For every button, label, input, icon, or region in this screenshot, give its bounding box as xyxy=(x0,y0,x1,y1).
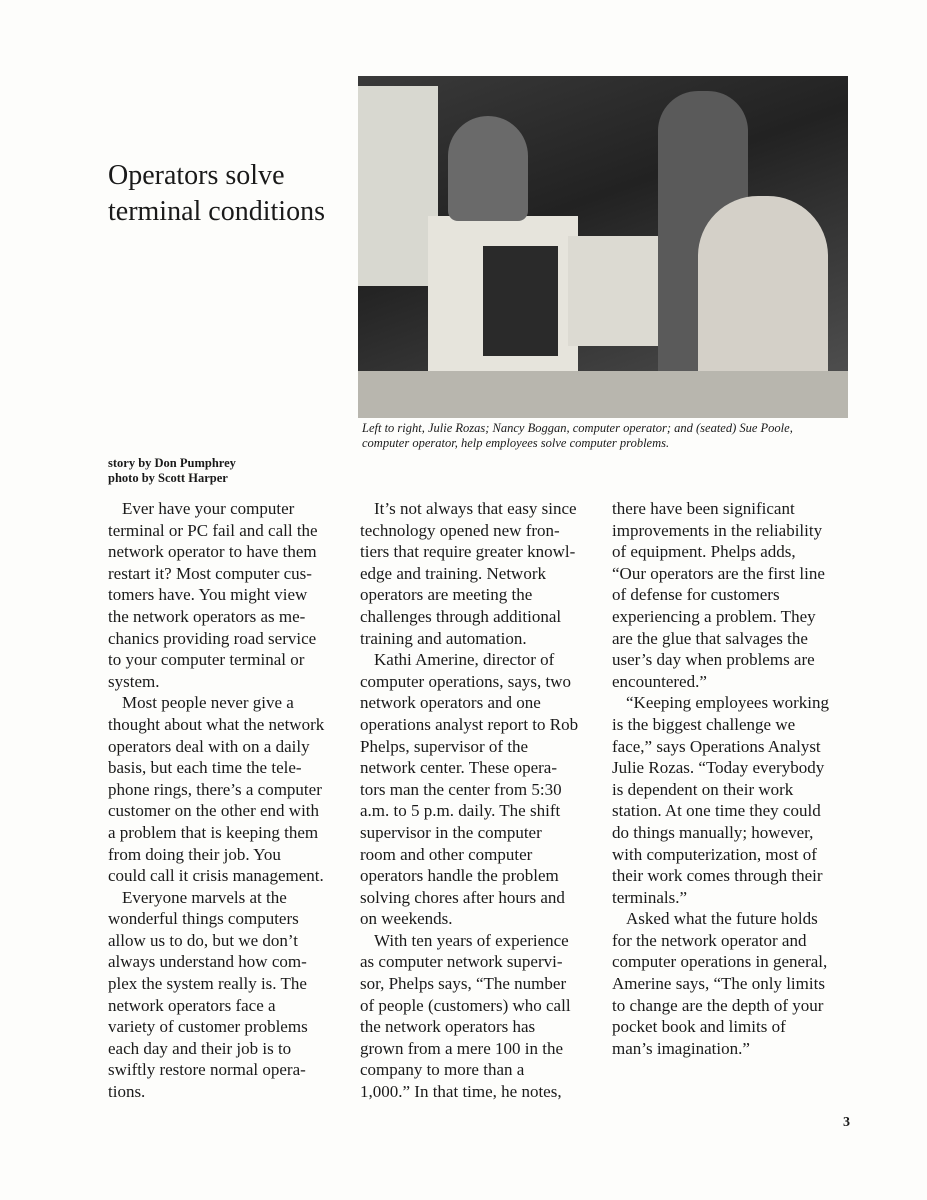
text-line: of people (customers) who call xyxy=(360,995,571,1015)
text-line: plex the system really is. The xyxy=(108,974,307,994)
text-line: With ten years of experience xyxy=(374,930,569,950)
story-credit: story by Don Pumphrey xyxy=(108,456,236,470)
text-line: Julie Rozas. “Today everybody xyxy=(612,758,825,778)
text-line: network operators face a xyxy=(108,995,276,1015)
text-line: Amerine says, “The only limits xyxy=(612,974,825,994)
text-line: improvements in the reliability xyxy=(612,520,823,540)
text-line: network operator to have them xyxy=(108,542,317,562)
text-line: basis, but each time the tele- xyxy=(108,758,302,778)
text-line: Ever have your computer xyxy=(122,499,295,518)
text-line: encountered.” xyxy=(612,671,707,691)
text-line: is the biggest challenge we xyxy=(612,714,796,734)
text-line: supervisor in the computer xyxy=(360,822,542,842)
text-line: there have been significant xyxy=(612,499,795,518)
text-line: for the network operator and xyxy=(612,930,807,950)
text-line: “Our operators are the first line xyxy=(612,563,825,583)
text-line: is dependent on their work xyxy=(612,779,794,799)
text-line: chanics providing road service xyxy=(108,628,317,648)
text-line: man’s imagination.” xyxy=(612,1038,750,1058)
text-line: network center. These opera- xyxy=(360,758,557,778)
text-line: the network operators has xyxy=(360,1017,536,1037)
text-line: a problem that is keeping them xyxy=(108,822,319,842)
text-line: Phelps, supervisor of the xyxy=(360,736,529,756)
text-line: operators deal with on a daily xyxy=(108,736,310,756)
text-line: computer operations in general, xyxy=(612,952,828,972)
text-line: as computer network supervi- xyxy=(360,952,563,972)
text-line: operators are meeting the xyxy=(360,585,533,605)
text-line: challenges through additional xyxy=(360,606,562,626)
text-line: terminal or PC fail and call the xyxy=(108,520,318,540)
text-line: of defense for customers xyxy=(612,585,780,605)
text-line: do things manually; however, xyxy=(612,822,814,842)
text-line: restart it? Most computer cus- xyxy=(108,563,312,583)
text-line: always understand how com- xyxy=(108,952,307,972)
text-line: Asked what the future holds xyxy=(626,909,818,929)
text-line: terminals.” xyxy=(612,887,688,907)
title-line: terminal conditions xyxy=(108,196,325,227)
text-line: solving chores after hours and xyxy=(360,887,565,907)
column-1 xyxy=(108,498,348,1103)
page-number: 3 xyxy=(843,1115,850,1130)
caption-line: computer operator, help employees solve computer problems. xyxy=(362,436,670,450)
text-line: with computerization, most of xyxy=(612,844,817,864)
text-line: sor, Phelps says, “The number xyxy=(360,974,567,994)
text-line: Kathi Amerine, director of xyxy=(374,650,555,670)
text-line: to change are the depth of your xyxy=(612,995,824,1015)
text-line: system. xyxy=(108,671,160,691)
text-line: tors man the center from 5:30 xyxy=(360,779,562,799)
text-line: Most people never give a xyxy=(122,693,294,713)
text-line: each day and their job is to xyxy=(108,1038,292,1058)
caption-line: Left to right, Julie Rozas; Nancy Boggan, computer operator; and (seated) Sue Poole, xyxy=(362,421,793,435)
column-3 xyxy=(612,498,852,1059)
text-line: It’s not always that easy since xyxy=(374,499,577,518)
text-line: Everyone marvels at the xyxy=(122,887,287,907)
text-line: station. At one time they could xyxy=(612,801,821,821)
text-line: swiftly restore normal opera- xyxy=(108,1060,306,1080)
text-line: tomers have. You might view xyxy=(108,585,308,605)
text-line: experiencing a problem. They xyxy=(612,606,816,626)
text-line: technology opened new fron- xyxy=(360,520,560,540)
text-line: network operators and one xyxy=(360,693,541,713)
text-line: from doing their job. You xyxy=(108,844,281,864)
text-line: thought about what the network xyxy=(108,714,325,734)
text-line: pocket book and limits of xyxy=(612,1017,786,1037)
photo-credit: photo by Scott Harper xyxy=(108,471,228,485)
text-line: training and automation. xyxy=(360,628,527,648)
text-line: operations analyst report to Rob xyxy=(360,714,579,734)
text-line: of equipment. Phelps adds, xyxy=(612,542,796,562)
text-line: computer operations, says, two xyxy=(360,671,572,691)
text-line: user’s day when problems are xyxy=(612,650,815,670)
text-line: edge and training. Network xyxy=(360,563,546,583)
text-line: are the glue that salvages the xyxy=(612,628,808,648)
operators-photo xyxy=(358,76,848,418)
text-line: could call it crisis management. xyxy=(108,866,324,886)
article-title xyxy=(108,158,325,230)
text-line: a.m. to 5 p.m. daily. The shift xyxy=(360,801,561,821)
text-line: customer on the other end with xyxy=(108,801,320,821)
column-2 xyxy=(360,498,600,1103)
text-line: variety of customer problems xyxy=(108,1017,308,1037)
text-line: allow us to do, but we don’t xyxy=(108,930,298,950)
text-line: wonderful things computers xyxy=(108,909,299,929)
text-line: operators handle the problem xyxy=(360,866,559,886)
byline xyxy=(108,456,236,486)
text-line: grown from a mere 100 in the xyxy=(360,1038,563,1058)
text-line: phone rings, there’s a computer xyxy=(108,779,322,799)
text-line: on weekends. xyxy=(360,909,453,929)
text-line: tiers that require greater knowl- xyxy=(360,542,576,562)
text-line: face,” says Operations Analyst xyxy=(612,736,821,756)
title-line: Operators solve xyxy=(108,160,285,191)
text-line: company to more than a xyxy=(360,1060,525,1080)
text-line: “Keeping employees working xyxy=(626,693,829,713)
photo-caption xyxy=(362,421,852,451)
text-line: the network operators as me- xyxy=(108,606,306,626)
text-line: to your computer terminal or xyxy=(108,650,305,670)
text-line: tions. xyxy=(108,1082,146,1102)
text-line: room and other computer xyxy=(360,844,533,864)
text-line: 1,000.” In that time, he notes, xyxy=(360,1082,562,1102)
text-line: their work comes through their xyxy=(612,866,823,886)
